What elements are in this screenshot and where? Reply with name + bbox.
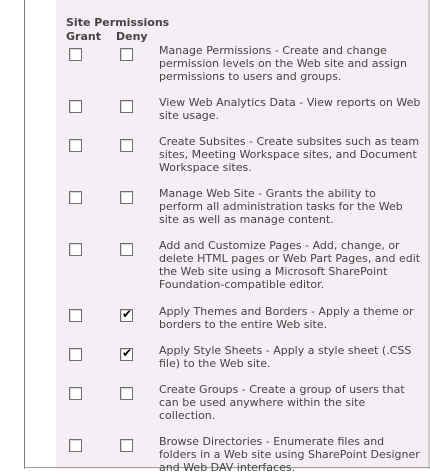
permission-detail: Grants the ability to perform all administration tasks for the Web site as well as manage content. [159,187,403,226]
permission-separator: - [262,344,274,357]
deny-checkbox[interactable] [120,439,133,452]
deny-checkbox[interactable] [120,348,133,361]
permission-separator: - [271,44,283,57]
permission-name: Add and Customize Pages [159,239,302,252]
permission-description [159,135,421,174]
grant-checkbox[interactable] [69,48,82,61]
permission-name: Manage Web Site [159,187,255,200]
permission-description [159,187,421,226]
permission-description [159,239,421,291]
grant-checkbox[interactable] [69,139,82,152]
permission-description [159,305,421,331]
deny-column-header: Deny [116,30,148,43]
permission-separator: - [254,187,266,200]
deny-checkbox[interactable] [120,243,133,256]
left-border-line [24,0,25,469]
deny-checkbox[interactable] [120,48,133,61]
permission-name: Apply Themes and Borders [159,305,308,318]
permission-separator: - [295,96,307,109]
permission-detail: Apply a theme or borders to the entire Web site. [159,305,414,331]
permission-name: Manage Permissions [159,44,272,57]
permission-name: Create Subsites [159,135,246,148]
permission-separator: - [301,239,313,252]
grant-checkbox[interactable] [69,309,82,322]
permission-separator: - [307,305,319,318]
deny-checkbox[interactable] [120,100,133,113]
permission-detail: Create a group of users that can be used anywhere within the site collection. [159,383,405,422]
grant-checkbox[interactable] [69,191,82,204]
section-title: Site Permissions [66,16,170,29]
permission-description [159,44,421,83]
grant-checkbox[interactable] [69,387,82,400]
permission-description [159,96,421,122]
deny-checkbox[interactable] [120,309,133,322]
deny-checkbox[interactable] [120,139,133,152]
grant-checkbox[interactable] [69,243,82,256]
permission-detail: Enumerate files and folders in a Web site using SharePoint Designer and Web DAV interfaces. [159,435,420,474]
permission-name: View Web Analytics Data [159,96,296,109]
permission-detail: View reports on Web site usage. [159,96,421,122]
permission-name: Create Groups [159,383,239,396]
permission-detail: Create and change permission levels on the Web site and assign permissions to users and groups. [159,44,407,83]
permission-name: Apply Style Sheets [159,344,263,357]
grant-checkbox[interactable] [69,100,82,113]
permission-description [159,383,421,422]
deny-checkbox[interactable] [120,387,133,400]
permission-separator: - [238,383,250,396]
grant-checkbox[interactable] [69,348,82,361]
permission-separator: - [245,135,257,148]
permission-separator: - [262,435,274,448]
permission-detail: Apply a style sheet (.CSS file) to the Web site. [159,344,412,370]
deny-checkbox[interactable] [120,191,133,204]
permission-description [159,435,421,474]
permission-name: Browse Directories [159,435,263,448]
grant-column-header: Grant [66,30,101,43]
permission-detail: Create subsites such as team sites, Meeting Workspace sites, and Document Workspace sites. [159,135,420,174]
permission-description [159,344,421,370]
grant-checkbox[interactable] [69,439,82,452]
check-icon: ✔ [122,307,133,321]
check-icon: ✔ [122,346,133,360]
permission-detail: Add, change, or delete HTML pages or Web Part Pages, and edit the Web site using a Microsoft SharePoint Foundation-compatible editor. [159,239,421,291]
